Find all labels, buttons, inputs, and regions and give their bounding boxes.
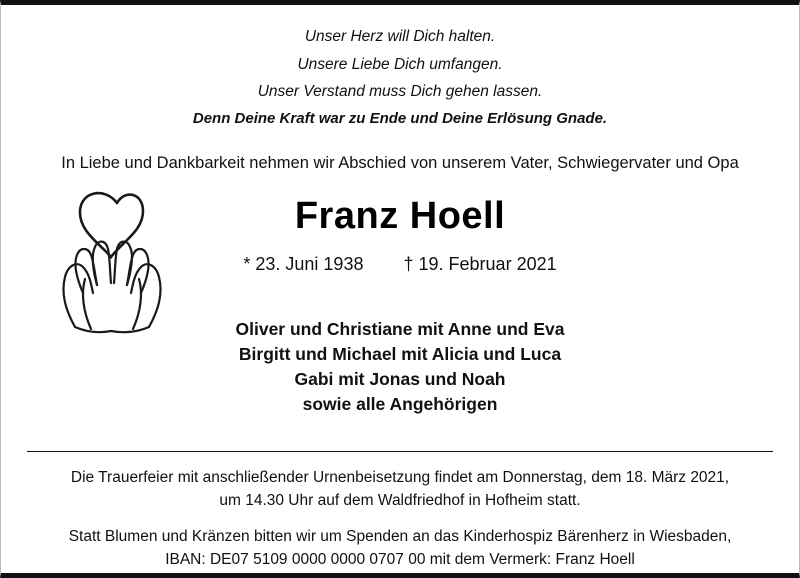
hands-holding-heart-icon [31,181,191,341]
family-line-3: Gabi mit Jonas und Noah [294,369,506,390]
poem-line-1: Unser Herz will Dich halten. [304,28,496,45]
footer-text [1,452,799,572]
intro-text: In Liebe und Dankbarkeit nehmen wir Abschied von unserem Vater, Schwiegervater und Opa [61,154,739,173]
family-line-1: Oliver und Christiane mit Anne und Eva [235,319,565,340]
donation-line-1: Statt Blumen und Kränzen bitten wir um Spenden an das Kinderhospiz Bärenherz in Wiesbaden, [68,527,732,545]
ceremony-line-1: Die Trauerfeier mit anschließender Urnenbeisetzung findet am Donnerstag, dem 18. März 2021, [70,468,730,486]
deceased-name: Franz Hoell [294,195,506,238]
family-line-2: Birgitt und Michael mit Alicia und Luca [238,344,562,365]
birth-date: * 23. Juni 1938 [243,254,364,275]
ceremony-line-2: um 14.30 Uhr auf dem Waldfriedhof in Hofheim statt. [219,492,581,510]
poem [1,5,799,132]
poem-line-3: Unser Verstand muss Dich gehen lassen. [257,83,543,101]
donation-line-2: IBAN: DE07 5109 0000 0000 0707 00 mit dem Vermerk: Franz Hoell [165,551,635,569]
family-line-4: sowie alle Angehörigen [302,393,498,414]
death-date: † 19. Februar 2021 [403,254,557,275]
poem-line-4: Denn Deine Kraft war zu Ende und Deine Erlösung Gnade. [192,109,608,127]
poem-line-2: Unsere Liebe Dich umfangen. [297,55,503,73]
